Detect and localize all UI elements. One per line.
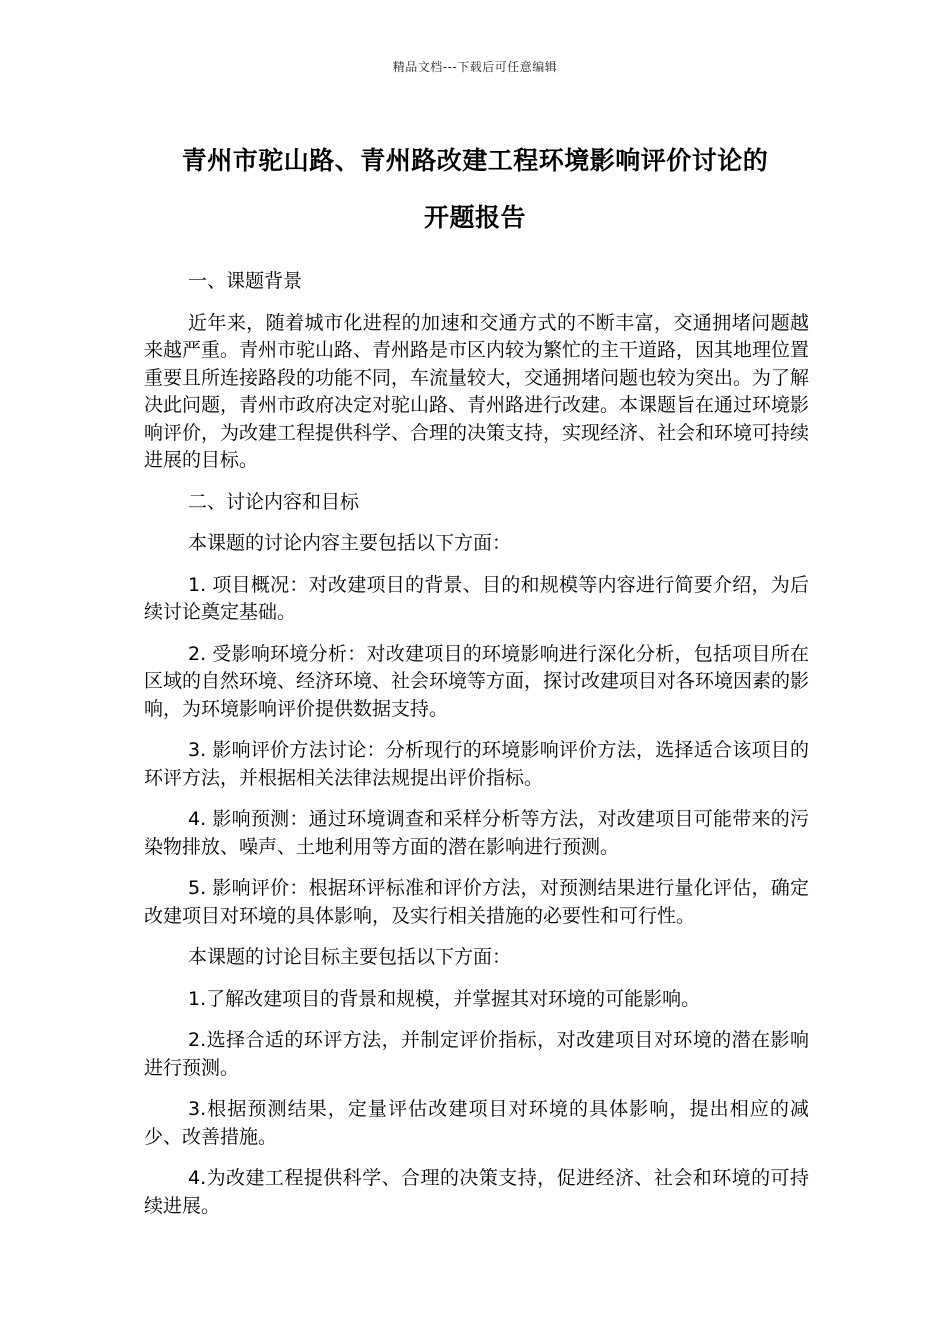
paragraph-goals-intro: 本课题的讨论目标主要包括以下方面： [188,946,512,968]
list-item-content-2: 2. 受影响环境分析：对改建项目的环境影响进行深化分析，包括项目所在区域的自然环境、经济环境、社会环境等方面，探讨改建项目对各环境因素的影响，为环境影响评价提供数据支持。 [144,642,810,720]
title-line-2: 开题报告 [423,203,526,232]
list-item-content-3: 3. 影响评价方法讨论：分析现行的环境影响评价方法，选择适合该项目的环评方法，并根据相关法律法规提出评价指标。 [144,739,809,789]
section-heading-content-goals: 二、讨论内容和目标 [188,490,360,513]
list-item-content-4: 4. 影响预测：通过环境调查和采样分析等方法，对改建项目可能带来的污染物排放、噪声、土地利用等方面的潜在影响进行预测。 [144,808,809,858]
document-body [144,268,809,1234]
document-title [130,132,820,246]
paragraph-background: 近年来，随着城市化进程的加速和交通方式的不断丰富，交通拥堵问题越来越严重。青州市驼山路、青州路是市区内较为繁忙的主干道路，因其地理位置重要且所连接路段的功能不同，车流量较大，交通拥堵问题也较为突出。为了解决此问题，青州市政府决定对驼山路、青州路进行改建。本课题旨在通过环境影响评价，为改建工程提供科学、合理的决策支持，实现经济、社会和环境可持续进展的目标。 [144,311,810,471]
header-note: 精品文档---下载后可任意编辑 [392,60,558,74]
list-item-goal-2: 2.选择合适的环评方法，并制定评价指标，对改建项目对环境的潜在影响进行预测。 [144,1029,809,1079]
paragraph-content-intro: 本课题的讨论内容主要包括以下方面： [188,532,512,554]
list-item-goal-4: 4.为改建工程提供科学、合理的决策支持，促进经济、社会和环境的可持续进展。 [144,1167,809,1217]
list-item-content-1: 1. 项目概况：对改建项目的背景、目的和规模等内容进行简要介绍，为后续讨论奠定基础。 [144,573,809,623]
list-item-goal-1: 1.了解改建项目的背景和规模，并掌握其对环境的可能影响。 [188,987,701,1010]
section-heading-background: 一、课题背景 [188,270,303,292]
list-item-goal-3: 3.根据预测结果，定量评估改建项目对环境的具体影响，提出相应的减少、改善措施。 [144,1098,809,1148]
list-item-content-5: 5. 影响评价：根据环评标准和评价方法，对预测结果进行量化评估，确定改建项目对环境的具体影响，及实行相关措施的必要性和可行性。 [144,877,809,927]
title-line-1: 青州市驼山路、青州路改建工程环境影响评价讨论的 [181,146,769,175]
